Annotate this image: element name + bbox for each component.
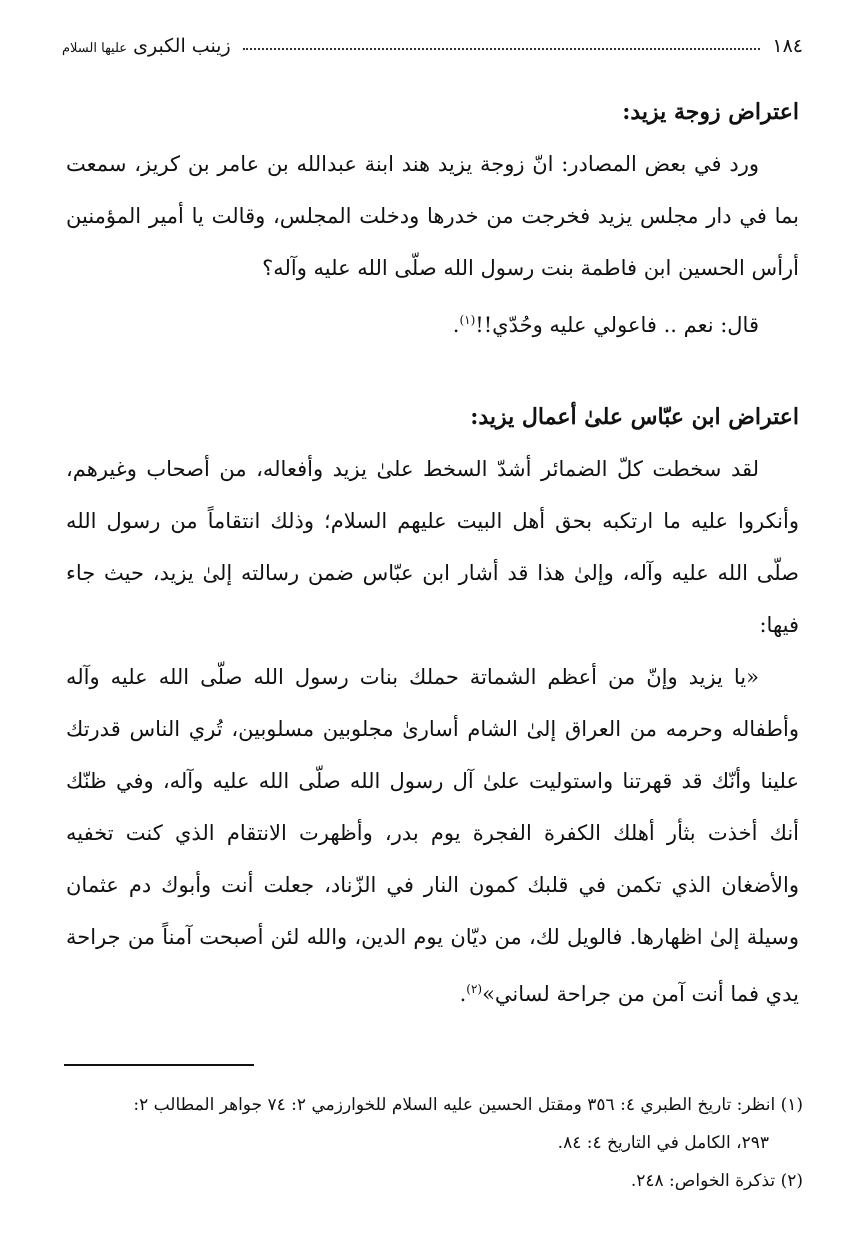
- footnote-separator: [64, 1064, 254, 1066]
- footnote-1-continuation: ٢٩٣، الكامل في التاريخ ٤: ٨٤.: [557, 1133, 769, 1153]
- section-heading-2: اعتراض ابن عبّاس علىٰ أعمال يزيد:: [470, 404, 799, 430]
- footnote-1: [62, 1086, 803, 1124]
- footnote-1-text: انظر: تاريخ الطبري ٤: ٣٥٦ ومقتل الحسين عليه السلام للخوارزمي ٢: ٧٤ جواهر المطالب ٢:: [133, 1095, 776, 1115]
- paragraph-2-2: «يا يزيد وإنّ من أعظم الشماتة حملك بنات رسول الله صلّى الله عليه وآله وأطفاله وحرمه من العراق إلىٰ الشام أسارىٰ مجلوبين مسلوبين، تُري الناس قدرتك علينا وأنّك قد قهرتنا واستوليت علىٰ آل رسول الله صلّى الله عليه وآله، وفي ظنّك أنك أخذت بثأر أهلك الكفرة الفجرة يوم بدر، وأظهرت الانتقام الذي كنت تخفيه والأضغان الذي تكمن في قلبك كمون النار في الزّناد، جعلت أنت وأبوك دم عثمان وسيلة إلىٰ اظهارها. فالويل لك، من ديّان يوم الدين، والله لئن أصبحت آمناً من جراحة يدي فما أنت آمن من جراحة لساني»$^{(٢)}$.: [66, 665, 799, 1006]
- paragraph-1-2-text: قال: نعم .. فاعولي عليه وحُدّي!!: [475, 313, 759, 337]
- honorific-glyph: عليها السلام: [62, 41, 128, 56]
- footnote-2: [62, 1162, 803, 1200]
- paragraph-2-1: لقد سخطت كلّ الضمائر أشدّ السخط علىٰ يزيد وأفعاله، من أصحاب وغيرهم، وأنكروا عليه ما ارتكبه بحق أهل البيت عليهم السلام؛ وذلك انتقاماً من رسول الله صلّى الله عليه وآله، وإلىٰ هذا قد أشار ابن عبّاس ضمن رسالته إلىٰ يزيد، حيث جاء فيها:: [66, 457, 799, 637]
- footnote-ref-1[interactable]: (١): [459, 313, 476, 327]
- paragraph-2-2-text: «يا يزيد وإنّ من أعظم الشماتة حملك بنات رسول الله صلّى الله عليه وآله وأطفاله وحرمه من العراق إلىٰ الشام أسارىٰ مجلوبين مسلوبين، تُري الناس قدرتك علينا وأنّك قد قهرتنا واستوليت علىٰ آل رسول الله صلّى الله عليه وآله، وفي ظنّك أنك أخذت بثأر أهلك الكفرة الفجرة يوم بدر، وأظهرت الانتقام الذي كنت تخفيه والأضغان الذي تكمن في قلبك كمون النار في الزّناد، جعلت أنت وأبوك دم عثمان وسيلة إلىٰ اظهارها. فالويل لك، من ديّان يوم الدين، والله لئن أصبحت آمناً من جراحة يدي فما أنت آمن من جراحة لساني»: [66, 665, 799, 1006]
- section-gap: [66, 351, 799, 391]
- paragraph-1-1: ورد في بعض المصادر: انّ زوجة يزيد هند ابنة عبدالله بن عامر بن كريز، سمعت بما في دار مجلس يزيد فخرجت من خدرها ودخلت المجلس، وقالت يا أمير المؤمنين أرأس الحسين ابن فاطمة بنت رسول الله صلّى الله عليه وآله؟: [66, 152, 799, 280]
- book-title-text: زينب الكبرى: [133, 35, 231, 57]
- page-number: ١٨٤: [772, 35, 803, 57]
- footnote-ref-2[interactable]: (٢): [466, 982, 483, 996]
- footnote-2-number: (٢): [780, 1171, 803, 1191]
- footnote-1-number: (١): [780, 1095, 803, 1115]
- running-header: [62, 30, 803, 62]
- header-dotted-leader: [243, 48, 761, 50]
- main-text: [66, 86, 799, 1020]
- footnote-2-text: تذكرة الخواص: ٢٤٨.: [630, 1171, 776, 1191]
- book-title: [62, 35, 231, 57]
- paragraph-1-2: قال: نعم .. فاعولي عليه وحُدّي!!$^{(١)}$.: [452, 313, 759, 337]
- section-heading-1: اعتراض زوجة يزيد:: [622, 99, 799, 125]
- footnotes: [62, 1086, 803, 1200]
